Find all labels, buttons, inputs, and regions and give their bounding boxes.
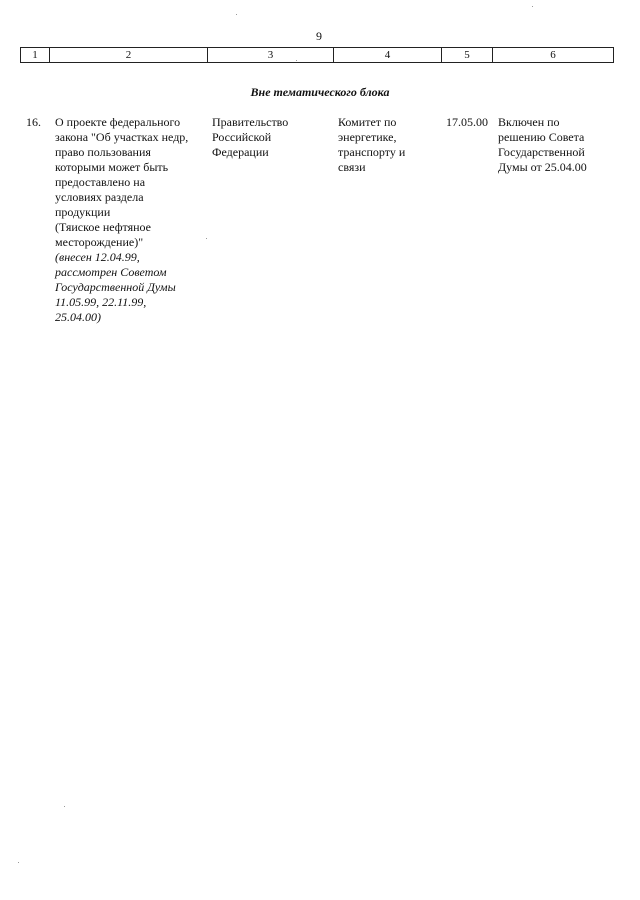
title-line: которыми может быть [55, 160, 169, 174]
column-number-4: 4 [334, 48, 442, 63]
column-number-2: 2 [50, 48, 208, 63]
status-line: Включен по [498, 115, 560, 129]
column-number-1: 1 [21, 48, 50, 63]
scan-speck [296, 60, 297, 61]
column-number-3: 3 [208, 48, 334, 63]
title-line: продукции [55, 205, 111, 219]
scan-speck [206, 238, 207, 239]
title-line: закона "Об участках недр, [55, 130, 189, 144]
initiator-line: Правительство [212, 115, 289, 129]
note-line: 25.04.00) [55, 310, 101, 324]
column-number-6: 6 [493, 48, 614, 63]
entry-number: 16. [26, 115, 41, 129]
entry-status [498, 115, 603, 175]
title-line: О проекте федерального [55, 115, 181, 129]
committee-line: транспорту и [338, 145, 406, 159]
status-line: Государственной [498, 145, 585, 159]
scan-speck [532, 6, 533, 7]
scan-speck [18, 862, 19, 863]
section-title: Вне тематического блока [250, 85, 390, 99]
entry-title [55, 115, 205, 325]
initiator-line: Российской [212, 130, 272, 144]
column-number-header [20, 47, 614, 63]
note-line: Государственной Думы [55, 280, 176, 294]
entry-initiator [212, 115, 322, 160]
column-number-5: 5 [442, 48, 493, 63]
title-line: месторождение)" [55, 235, 144, 249]
status-line: Думы от 25.04.00 [498, 160, 587, 174]
initiator-line: Федерации [212, 145, 269, 159]
entry-date: 17.05.00 [446, 115, 488, 129]
committee-line: связи [338, 160, 366, 174]
title-line: условиях раздела [55, 190, 144, 204]
title-line: (Тяиское нефтяное [55, 220, 151, 234]
title-line: право пользования [55, 145, 151, 159]
entry-committee [338, 115, 438, 175]
header-row [21, 48, 614, 63]
committee-line: энергетике, [338, 130, 397, 144]
note-line: (внесен 12.04.99, [55, 250, 140, 264]
scan-speck [64, 806, 65, 807]
note-line: рассмотрен Советом [55, 265, 167, 279]
status-line: решению Совета [498, 130, 585, 144]
committee-line: Комитет по [338, 115, 397, 129]
note-line: 11.05.99, 22.11.99, [55, 295, 147, 309]
page-number: 9 [316, 29, 322, 43]
scan-speck [236, 14, 237, 15]
title-line: предоставлено на [55, 175, 146, 189]
